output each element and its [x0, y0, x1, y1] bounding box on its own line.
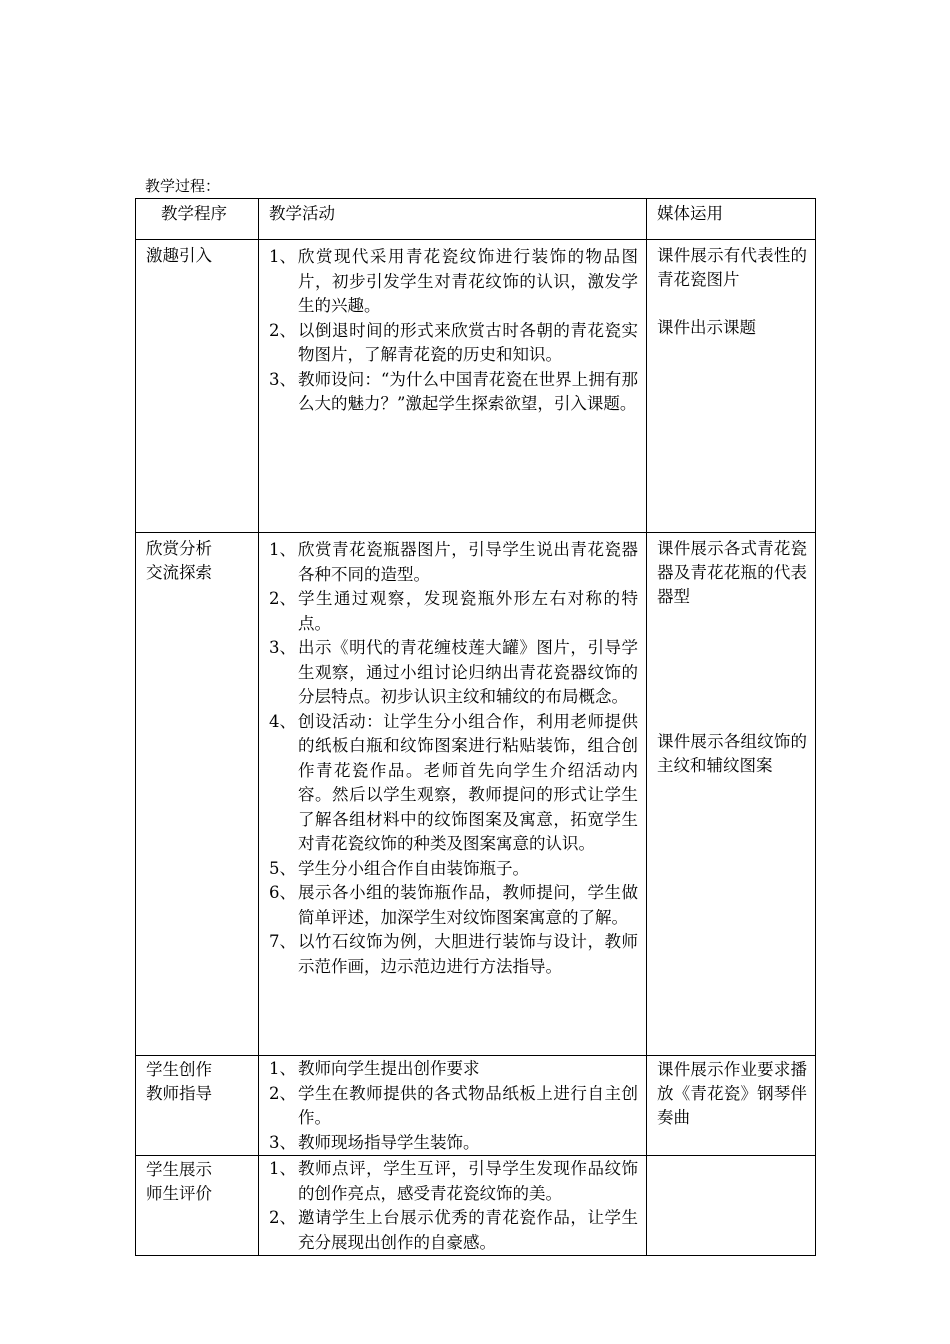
list-item: 7、 以竹石纹饰为例，大胆进行装饰与设计，教师示范作画，边示范边进行方法指导。 — [269, 932, 638, 976]
header-procedure: 教学程序 — [136, 199, 259, 240]
media-cell — [647, 1156, 816, 1256]
media-note: 课件展示各组纹饰的主纹和辅纹图案 — [657, 732, 807, 775]
activity-cell — [259, 533, 647, 1056]
activity-cell — [259, 1156, 647, 1256]
header-media: 媒体运用 — [647, 199, 816, 240]
list-item: 2、 邀请学生上台展示优秀的青花瓷作品，让学生充分展现出创作的自豪感。 — [269, 1208, 638, 1252]
stage-cell — [136, 1056, 259, 1156]
stage-label: 师生评价 — [146, 1184, 212, 1203]
table-row — [136, 1156, 816, 1256]
list-item: 1、 欣赏现代采用青花瓷纹饰进行装饰的物品图片，初步引发学生对青花纹饰的认识，激发学生的兴趣。 — [269, 247, 638, 315]
stage-cell — [136, 240, 259, 533]
list-item: 1、 教师向学生提出创作要求 — [269, 1059, 480, 1078]
activity-cell — [259, 240, 647, 533]
list-item: 2、 以倒退时间的形式来欣赏古时各朝的青花瓷实物图片，了解青花瓷的历史和知识。 — [269, 320, 638, 364]
stage-label: 教师指导 — [146, 1084, 212, 1103]
media-note: 课件展示各式青花瓷器及青花花瓶的代表器型 — [657, 539, 807, 606]
stage-cell — [136, 533, 259, 1056]
media-note: 课件展示作业要求播放《青花瓷》钢琴伴奏曲 — [657, 1060, 807, 1127]
media-note: 课件展示有代表性的青花瓷图片 — [657, 246, 807, 289]
media-cell — [647, 1056, 816, 1156]
list-item: 5、 学生分小组合作自由装饰瓶子。 — [269, 858, 529, 878]
media-cell — [647, 533, 816, 1056]
stage-label: 欣赏分析 — [146, 539, 212, 558]
list-item: 6、 展示各小组的装饰瓶作品，教师提问，学生做简单评述，加深学生对纹饰图案寓意的了解。 — [269, 883, 638, 927]
stage-label: 学生创作 — [146, 1060, 212, 1079]
stage-label: 激趣引入 — [146, 246, 212, 265]
table-row — [136, 533, 816, 1056]
list-item: 3、 出示《明代的青花缠枝莲大罐》图片，引导学生观察，通过小组讨论归纳出青花瓷器纹饰的分层特点。初步认识主纹和辅纹的布局概念。 — [269, 638, 638, 706]
media-cell — [647, 240, 816, 533]
stage-label: 交流探索 — [146, 563, 212, 582]
table-row — [136, 240, 816, 533]
list-item: 3、 教师设问：“为什么中国青花瓷在世界上拥有那么大的魅力？”激起学生探索欲望，引入课题。 — [269, 369, 638, 413]
table-header-row — [136, 199, 816, 240]
list-item: 2、 学生在教师提供的各式物品纸板上进行自主创作。 — [269, 1083, 638, 1127]
list-item: 3、 教师现场指导学生装饰。 — [269, 1132, 480, 1152]
list-item: 1、 教师点评，学生互评，引导学生发现作品纹饰的创作亮点，感受青花瓷纹饰的美。 — [269, 1159, 638, 1203]
list-item: 4、 创设活动：让学生分小组合作，利用老师提供的纸板白瓶和纹饰图案进行粘贴装饰，组合创作青花瓷作品。老师首先向学生介绍活动内容。然后以学生观察，教师提问的形式让学生了解各组材料中的纹饰图案及寓意，拓宽学生对青花瓷纹饰的种类及图案寓意的认识。 — [269, 711, 638, 853]
teaching-process-table — [135, 198, 816, 1256]
stage-label: 学生展示 — [146, 1160, 212, 1179]
section-caption: 教学过程： — [145, 177, 221, 195]
table-row — [136, 1056, 816, 1156]
stage-cell — [136, 1156, 259, 1256]
activity-cell — [259, 1056, 647, 1156]
list-item: 2、 学生通过观察，发现瓷瓶外形左右对称的特点。 — [269, 589, 638, 633]
list-item: 1、 欣赏青花瓷瓶器图片，引导学生说出青花瓷器各种不同的造型。 — [269, 540, 638, 584]
media-note: 课件出示课题 — [657, 318, 756, 337]
header-activity: 教学活动 — [259, 199, 647, 240]
